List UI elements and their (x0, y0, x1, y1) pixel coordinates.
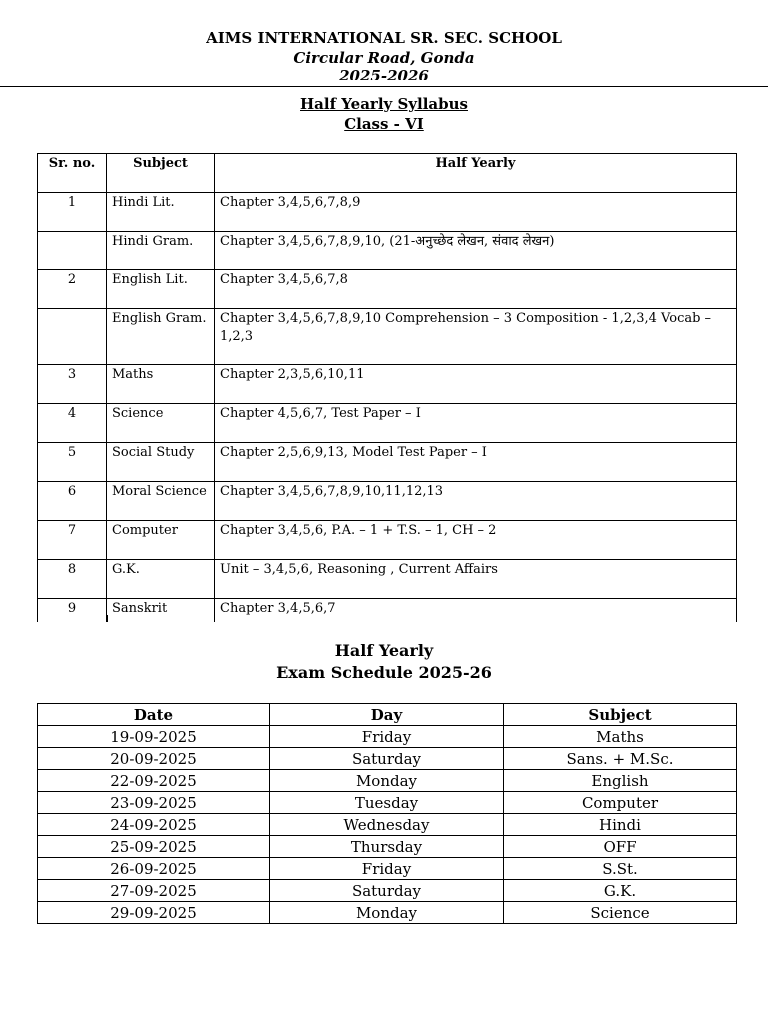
column-header-subject: Subject (504, 704, 737, 726)
date-cell: 26-09-2025 (38, 858, 270, 880)
exam-schedule-table (37, 703, 737, 924)
subject-cell: Sanskrit (107, 599, 215, 638)
day-cell: Monday (270, 770, 504, 792)
syllabus-title: Half Yearly Syllabus (300, 95, 468, 113)
day-cell: Friday (270, 858, 504, 880)
subject-cell: G.K. (107, 560, 215, 599)
syllabus-heading (0, 94, 768, 134)
column-header-subject: Subject (107, 154, 215, 193)
column-header-sr-no: Sr. no. (38, 154, 107, 193)
table-row (38, 748, 737, 770)
schedule-header-row (38, 704, 737, 726)
school-name: AIMS INTERNATIONAL SR. SEC. SCHOOL (206, 29, 562, 47)
date-cell: 24-09-2025 (38, 814, 270, 836)
syllabus-content-cell: Chapter 3,4,5,6,7 (215, 599, 737, 638)
exam-title: Half Yearly (334, 641, 434, 660)
date-cell: 29-09-2025 (38, 902, 270, 924)
subject-cell: Computer (504, 792, 737, 814)
subject-cell: English Lit. (107, 270, 215, 309)
syllabus-content-cell: Chapter 3,4,5,6,7,8 (215, 270, 737, 309)
syllabus-content-cell: Chapter 2,3,5,6,10,11 (215, 365, 737, 404)
subject-cell: OFF (504, 836, 737, 858)
date-cell: 23-09-2025 (38, 792, 270, 814)
table-row (38, 770, 737, 792)
header-divider (0, 86, 768, 87)
date-cell: 20-09-2025 (38, 748, 270, 770)
syllabus-content-cell: Chapter 3,4,5,6, P.A. – 1 + T.S. – 1, CH – 2 (215, 521, 737, 560)
table-row (38, 880, 737, 902)
table-row (38, 792, 737, 814)
subject-cell: Maths (107, 365, 215, 404)
table-row (38, 482, 737, 521)
subject-cell: Maths (504, 726, 737, 748)
subject-cell: Moral Science (107, 482, 215, 521)
sr-no-cell: 9 (38, 599, 107, 638)
subject-cell: Science (107, 404, 215, 443)
page-cut-tick (37, 615, 38, 622)
column-header-half-yearly: Half Yearly (215, 154, 737, 193)
day-cell: Wednesday (270, 814, 504, 836)
sr-no-cell: 6 (38, 482, 107, 521)
page-cut-tick (736, 615, 737, 622)
table-row (38, 404, 737, 443)
subject-cell: Sans. + M.Sc. (504, 748, 737, 770)
page-cut-tick (107, 615, 108, 622)
table-row (38, 902, 737, 924)
syllabus-content-cell: Chapter 4,5,6,7, Test Paper – I (215, 404, 737, 443)
date-cell: 22-09-2025 (38, 770, 270, 792)
day-cell: Saturday (270, 880, 504, 902)
subject-cell: Hindi (504, 814, 737, 836)
academic-session: 2025-2026 (339, 68, 429, 80)
syllabus-table (37, 153, 737, 638)
table-row (38, 193, 737, 232)
page-cut-mask (30, 622, 750, 642)
exam-subtitle: Exam Schedule 2025-26 (276, 663, 492, 682)
subject-cell: Hindi Gram. (107, 232, 215, 270)
syllabus-content-cell: Unit – 3,4,5,6, Reasoning , Current Affairs (215, 560, 737, 599)
sr-no-cell: 3 (38, 365, 107, 404)
syllabus-header-row (38, 154, 737, 193)
date-cell: 19-09-2025 (38, 726, 270, 748)
table-row (38, 270, 737, 309)
sr-no-cell (38, 232, 107, 270)
day-cell: Thursday (270, 836, 504, 858)
table-row (38, 836, 737, 858)
subject-cell: Computer (107, 521, 215, 560)
day-cell: Monday (270, 902, 504, 924)
subject-cell: Social Study (107, 443, 215, 482)
date-cell: 25-09-2025 (38, 836, 270, 858)
table-row (38, 726, 737, 748)
table-row (38, 365, 737, 404)
syllabus-content-cell: Chapter 3,4,5,6,7,8,9,10 Comprehension – 3 Composition - 1,2,3,4 Vocab – 1,2,3 (215, 309, 737, 365)
table-row (38, 521, 737, 560)
date-cell: 27-09-2025 (38, 880, 270, 902)
document-header (0, 28, 768, 80)
subject-cell: G.K. (504, 880, 737, 902)
subject-cell: English Gram. (107, 309, 215, 365)
day-cell: Friday (270, 726, 504, 748)
class-label: Class - VI (344, 115, 424, 133)
day-cell: Saturday (270, 748, 504, 770)
sr-no-cell: 2 (38, 270, 107, 309)
table-row (38, 858, 737, 880)
sr-no-cell: 7 (38, 521, 107, 560)
sr-no-cell: 5 (38, 443, 107, 482)
sr-no-cell: 1 (38, 193, 107, 232)
syllabus-content-cell: Chapter 3,4,5,6,7,8,9 (215, 193, 737, 232)
syllabus-content-cell: Chapter 2,5,6,9,13, Model Test Paper – I (215, 443, 737, 482)
syllabus-content-cell: Chapter 3,4,5,6,7,8,9,10,11,12,13 (215, 482, 737, 521)
column-header-date: Date (38, 704, 270, 726)
subject-cell: Hindi Lit. (107, 193, 215, 232)
school-address: Circular Road, Gonda (293, 49, 475, 67)
subject-cell: English (504, 770, 737, 792)
column-header-day: Day (270, 704, 504, 726)
subject-cell: Science (504, 902, 737, 924)
subject-cell: S.St. (504, 858, 737, 880)
exam-schedule-heading (0, 640, 768, 684)
table-row (38, 309, 737, 365)
syllabus-content-cell: Chapter 3,4,5,6,7,8,9,10, (21-अनुच्छेद लेखन, संवाद लेखन) (215, 232, 737, 270)
day-cell: Tuesday (270, 792, 504, 814)
table-row (38, 814, 737, 836)
table-row (38, 232, 737, 270)
sr-no-cell: 4 (38, 404, 107, 443)
sr-no-cell: 8 (38, 560, 107, 599)
sr-no-cell (38, 309, 107, 365)
table-row (38, 560, 737, 599)
table-row (38, 443, 737, 482)
